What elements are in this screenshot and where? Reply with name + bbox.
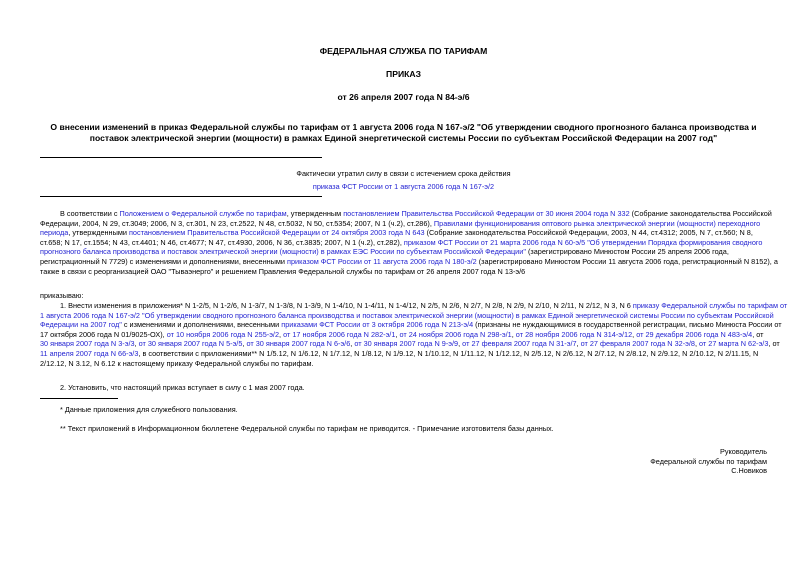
text-run: ,	[458, 339, 463, 349]
signatory-organization: Федеральной службы по тарифам	[650, 456, 767, 466]
preamble-line	[40, 238, 767, 248]
text-run: ,	[511, 329, 516, 339]
footnote-divider	[40, 398, 118, 399]
text-run: , утвержденным	[286, 209, 344, 218]
document-date-number: от 26 апреля 2007 года N 84-э/6	[337, 92, 470, 102]
footnote-2: ** Текст приложений в Информационном бюллетене Федеральной службы по тарифам не приводится. - Примечание изготовителя базы данных.	[60, 424, 554, 433]
text-run: Федерации, 2004, N 29, ст.3049; 2006, N 3, ст.301, N 23, ст.2522, N 48, ст.5032, N 50, ст.5354; 2007, N 1 (ч.2), ст.286),	[40, 218, 434, 228]
preamble-line	[40, 219, 767, 229]
preamble-line	[40, 256, 778, 267]
footnote-1: * Данные приложения для служебного пользования.	[60, 405, 238, 414]
item-1-line	[40, 339, 780, 349]
document-link[interactable]: от 30 января 2007 года N 9-э/9	[354, 339, 459, 349]
document-link[interactable]: от 30 января 2007 года N 6-э/6	[246, 339, 351, 349]
document-link[interactable]: постановлением Правительства Российской Федерации от 24 октября 2003 года N 643	[128, 228, 425, 238]
text-run: ,	[242, 339, 247, 349]
document-link[interactable]: приказом ФСТ России от 11 августа 2006 года N 180-э/2	[287, 256, 477, 266]
text-run: 2/12.12, N 3.12, N 6.12 к настоящему приказу Федеральной службы по тарифам.	[40, 358, 314, 368]
document-title-line: поставок электрической энергии (мощности) в рамках Единой энергетической системы России по субъектам Российской Федерации на 2007 год"	[89, 133, 718, 143]
item-1-line	[40, 320, 782, 330]
text-run: регистрационный N 7729) с изменениями и дополнениями, внесенными	[40, 256, 288, 266]
document-link[interactable]: от 10 ноября 2006 года N 255-э/2	[166, 329, 280, 339]
document-link[interactable]: Положением о Федеральной службе по тарифам	[119, 209, 287, 218]
document-link[interactable]: от 27 февраля 2007 года N 31-э/7	[462, 339, 577, 349]
text-run: (Собрание законодательства Российской Федерации, 2003, N 44, ст.4312; 2005, N 7, ст.560; N 8,	[424, 228, 753, 238]
document-link[interactable]: от 17 ноября 2006 года N 282-э/1	[283, 329, 396, 339]
document-link[interactable]: постановлением Правительства Российской Федерации от 30 июня 2004 года N 332	[343, 209, 630, 218]
text-run: , от	[768, 339, 780, 349]
status-link-wrap	[0, 182, 807, 192]
text-run: 1. Внести изменения в приложения* N 1-2/5, N 1-2/6, N 1-3/7, N 1-3/8, N 1-3/9, N 1-4/10, N 1-4/11, N 1-4/12, N 2/5, N 2/6, N 2/7, N 2/8, N 2/9, N 2/10, N 2/11, N 2/12, N 3, N 6	[60, 301, 633, 310]
document-link[interactable]: 11 апреля 2007 года N 66-э/3	[40, 348, 139, 358]
text-run: (признаны не нуждающимися в государственной регистрации, письмо Минюста России от	[473, 320, 782, 330]
text-run: (зарегистрировано Минюстом России 25 апреля 2006 года,	[525, 247, 729, 257]
document-title-line: О внесении изменений в приказ Федеральной службы по тарифам от 1 августа 2006 года N 167-э/2 "Об утверждении сводного прогнозного баланса производства и	[50, 122, 757, 132]
divider	[40, 157, 322, 158]
document-link[interactable]: Правилами функционирования оптового рынка электрической энергии (мощности) переходного	[433, 218, 761, 228]
document-link[interactable]: 30 января 2007 года N 3-э/3	[40, 339, 135, 349]
text-run: ,	[395, 329, 400, 339]
text-run: ,	[134, 339, 139, 349]
text-run: В соответствии с	[60, 209, 120, 218]
item-1-line	[40, 330, 767, 340]
item-2: 2. Установить, что настоящий приказ вступает в силу с 1 мая 2007 года.	[60, 383, 305, 392]
text-run: 17 октября 2006 года N 01/9025-ОХ),	[40, 329, 167, 339]
text-run: (Собрание законодательства Российской	[629, 209, 772, 218]
text-run: ,	[576, 339, 581, 349]
document-link[interactable]: 1 августа 2006 года N 167-э/2 "Об утверждении сводного прогнозного баланса производства и поставок электрической энергии (мощности) в рамках Единой энергетической системы России по субъектам Российской	[40, 310, 774, 320]
item-1-line	[40, 310, 774, 321]
text-run: ,	[279, 329, 284, 339]
item-1-line	[40, 301, 788, 311]
status-note: Фактически утратил силу в связи с истечением срока действия	[296, 169, 511, 178]
preamble-line	[40, 209, 772, 219]
text-run: ,	[632, 329, 637, 339]
issuing-organization: ФЕДЕРАЛЬНАЯ СЛУЖБА ПО ТАРИФАМ	[319, 46, 488, 56]
text-run: ,	[350, 339, 355, 349]
item-1-line	[40, 359, 767, 369]
document-link[interactable]: прогнозного баланса производства и поставок электрической энергии (мощности) в рамках ЕЭС России по субъектам Российской Федерации"	[40, 247, 526, 257]
preamble-line	[40, 228, 767, 238]
document-link[interactable]: от 30 января 2007 года N 5-э/5	[138, 339, 243, 349]
text-run: , в соответствии с приложениями** N 1/5.12, N 1/6.12, N 1/7.12, N 1/8.12, N 1/9.12, N 1/10.12, N 1/11.12, N 1/12.12, N 2/5.12, N 2/6.12, N 2/7.12, N 2/8.12, N 2/9.12, N 2/10.12, N 2/11.15, N	[138, 348, 759, 358]
signature-block	[650, 447, 767, 476]
document-link[interactable]: приказом ФСТ России от 21 марта 2006 года N 60-э/5 "Об утверждении Порядка формирования сводного	[403, 237, 763, 247]
item-1-paragraph	[40, 301, 788, 368]
document-link[interactable]: от 27 марта N 62-э/3	[699, 339, 769, 349]
document-title	[40, 122, 767, 144]
text-run: с изменениями и дополнениями, внесенными	[121, 320, 282, 330]
document-link[interactable]: от 27 февраля 2007 года N 32-э/8	[580, 339, 695, 349]
text-run: (зарегистрировано Минюстом России 11 августа 2006 года, регистрационный N 8152), а	[476, 256, 778, 266]
text-run: , утвержденными	[68, 228, 129, 238]
text-run: также в связи с реорганизацией ОАО "Тываэнерго" и решением Правления Федеральной службы по тарифам от 26 апреля 2007 года N 13-э/6	[40, 266, 526, 276]
preamble-line	[40, 247, 767, 257]
preamble-line	[40, 267, 767, 277]
document-link[interactable]: приказу Федеральной службы по тарифам от	[632, 301, 788, 310]
document-link[interactable]: от 28 ноября 2006 года N 314-э/12	[515, 329, 633, 339]
status-link[interactable]: приказа ФСТ России от 1 августа 2006 года N 167-э/2	[312, 182, 495, 191]
item-1-line	[40, 349, 767, 359]
document-link[interactable]: приказами ФСТ России от 3 октября 2006 года N 213-э/4	[281, 320, 474, 330]
document-link[interactable]: Федерации на 2007 год"	[40, 320, 122, 330]
document-link[interactable]: от 24 ноября 2006 года N 298-э/1	[399, 329, 512, 339]
text-run: ст.658; N 17, ст.1554; N 43, ст.4401; N 46, ст.4677; N 47, ст.4930, 2006, N 36, ст.3835; 2007, N 1 (ч.2), ст.282),	[40, 237, 404, 247]
document-link[interactable]: периода	[40, 228, 69, 238]
signatory-name: С.Новиков	[731, 466, 767, 476]
order-word: приказываю:	[40, 291, 84, 300]
divider	[40, 196, 322, 197]
preamble-paragraph	[40, 209, 778, 276]
text-run: ,	[694, 339, 700, 349]
text-run: , от	[752, 329, 764, 339]
document-link[interactable]: от 29 декабря 2006 года N 483-э/4	[636, 329, 753, 339]
document-type: ПРИКАЗ	[386, 69, 421, 79]
signatory-title: Руководитель	[719, 447, 767, 456]
